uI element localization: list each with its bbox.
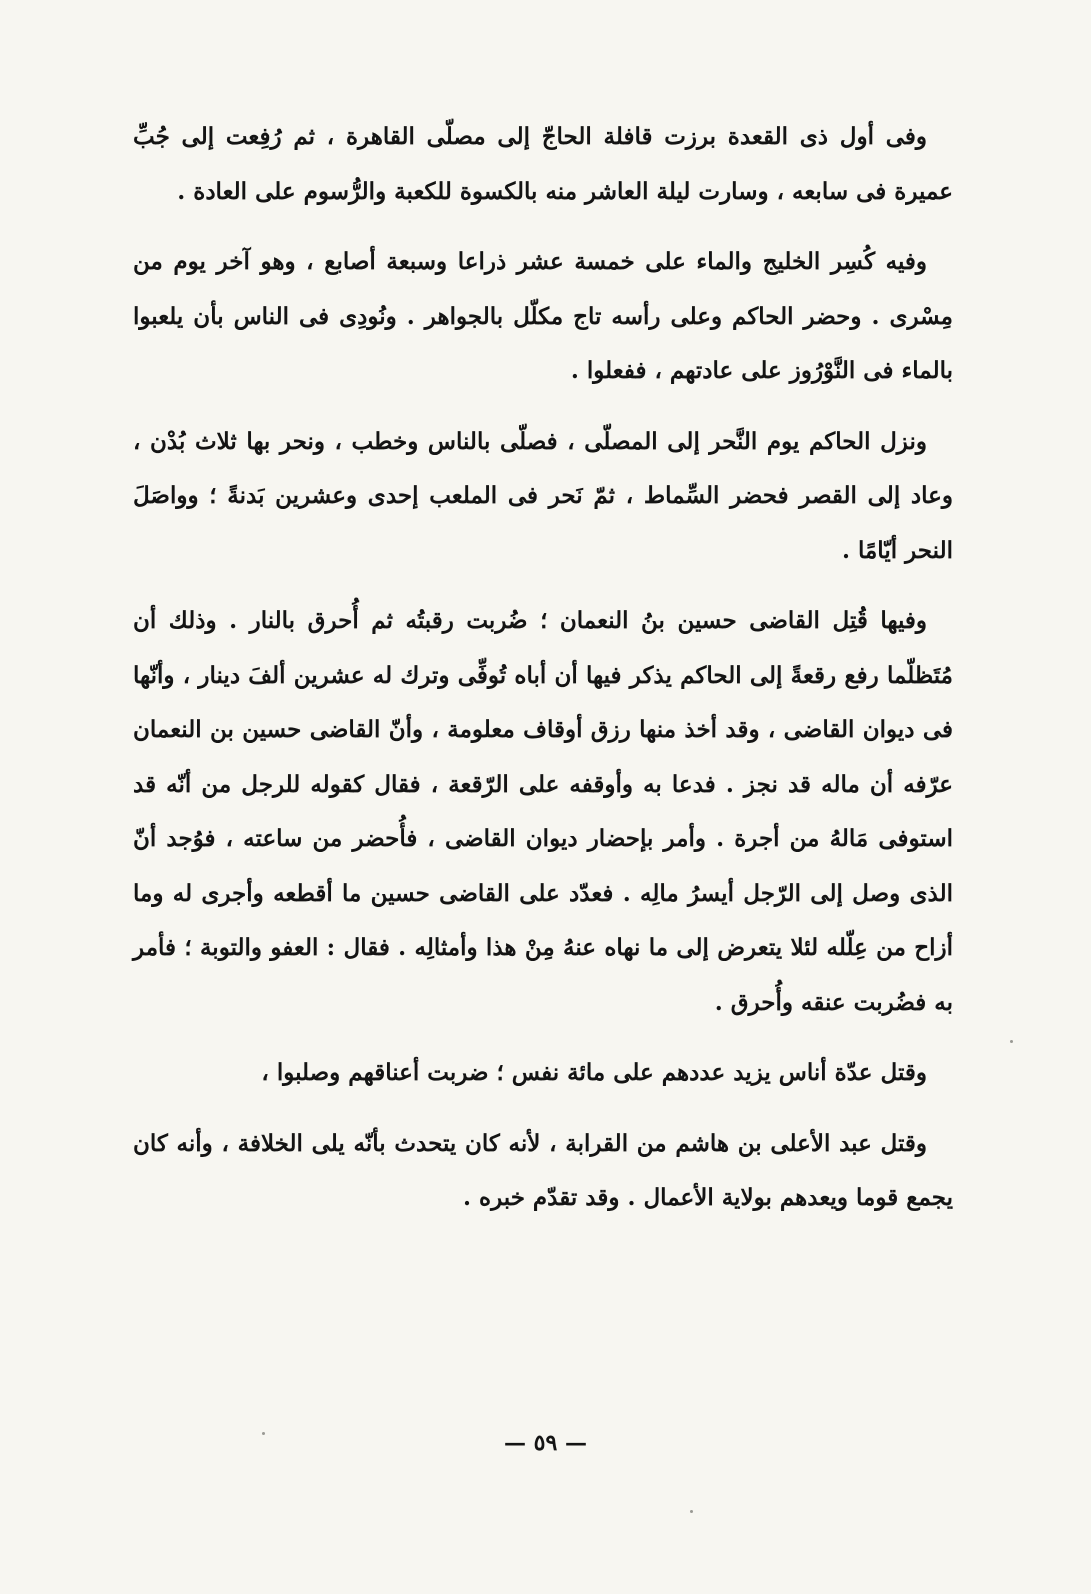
paragraph-canal-breaking: وفيه كُسِر الخليج والماء على خمسة عشر ذراعا وسبعة أصابع ، وهو آخر يوم من مِسْرى . وحضر الحاكم وعلى رأسه تاج مكلّل بالجواهر . ونُودِى فى الناس بأن يلعبوا بالماء فى النَّوْرُوز على عادتهم ، ففعلوا . [133,248,953,384]
scan-speck [262,1432,265,1435]
paragraph-abd-al-ala: وقتل عبد الأعلى بن هاشم من القرابة ، لأنه كان يتحدث بأنّه يلى الخلافة ، وأنه كان يجمع قوما ويعدهم بولاية الأعمال . وقد تقدّم خبره . [133,1129,953,1211]
body-text [133,110,953,1242]
scan-speck [1010,1040,1013,1043]
scan-speck [690,1510,693,1513]
paragraph-mass-execution: وقتل عدّة أناس يزيد عددهم على مائة نفس ؛ ضربت أعناقهم وصلبوا ، [261,1059,927,1086]
page-number: — ٥٩ — [504,1430,587,1456]
paragraph-judge-execution: وفيها قُتِل القاضى حسين بنُ النعمان ؛ ضُربت رقبتُه ثم أُحرق بالنار . وذلك أن مُتَظلّما رفع رقعةً إلى الحاكم يذكر فيها أن أباه تُوفِّى وترك له عشرين ألفَ دينار ، وأنّها فى ديوان القاضى ، وقد أخذ منها رزق أوقاف معلومة ، وأنّ القاضى حسين بن النعمان عرّفه أن ماله قد نجز . فدعا به وأوقفه على الرّقعة ، فقال كقوله للرجل من أنّه قد استوفى مَالهُ من أجرة . وأمر بإحضار ديوان القاضى ، فأُحضر من ساعته ، فوُجد أنّ الذى وصل إلى الرّجل أيسرُ مالِه . فعدّد على القاضى حسين ما أقطعه وأجرى له وما أزاح من عِلّله لئلا يتعرض إلى ما نهاه عنهُ مِنْ هذا وأمثالِه . فقال : العفو والتوبة ؛ فأمر به فضُربت عنقه وأُحرق . [133,607,953,1016]
paragraph-sacrifice-day: ونزل الحاكم يوم النَّحر إلى المصلّى ، فصلّى بالناس وخطب ، ونحر بها ثلاث بُدْن ، وعاد إلى القصر فحضر السِّماط ، ثمّ نَحر فى الملعب إحدى وعشرين بَدنةً ؛ وواصَلَ النحر أيّامًا . [133,427,953,564]
paragraph-pilgrim-caravan: وفى أول ذى القعدة برزت قافلة الحاجّ إلى مصلّى القاهرة ، ثم رُفِعت إلى جُبِّ عميرة فى سابعه ، وسارت ليلة العاشر منه بالكسوة للكعبة والرُّسوم على العادة . [133,123,953,205]
